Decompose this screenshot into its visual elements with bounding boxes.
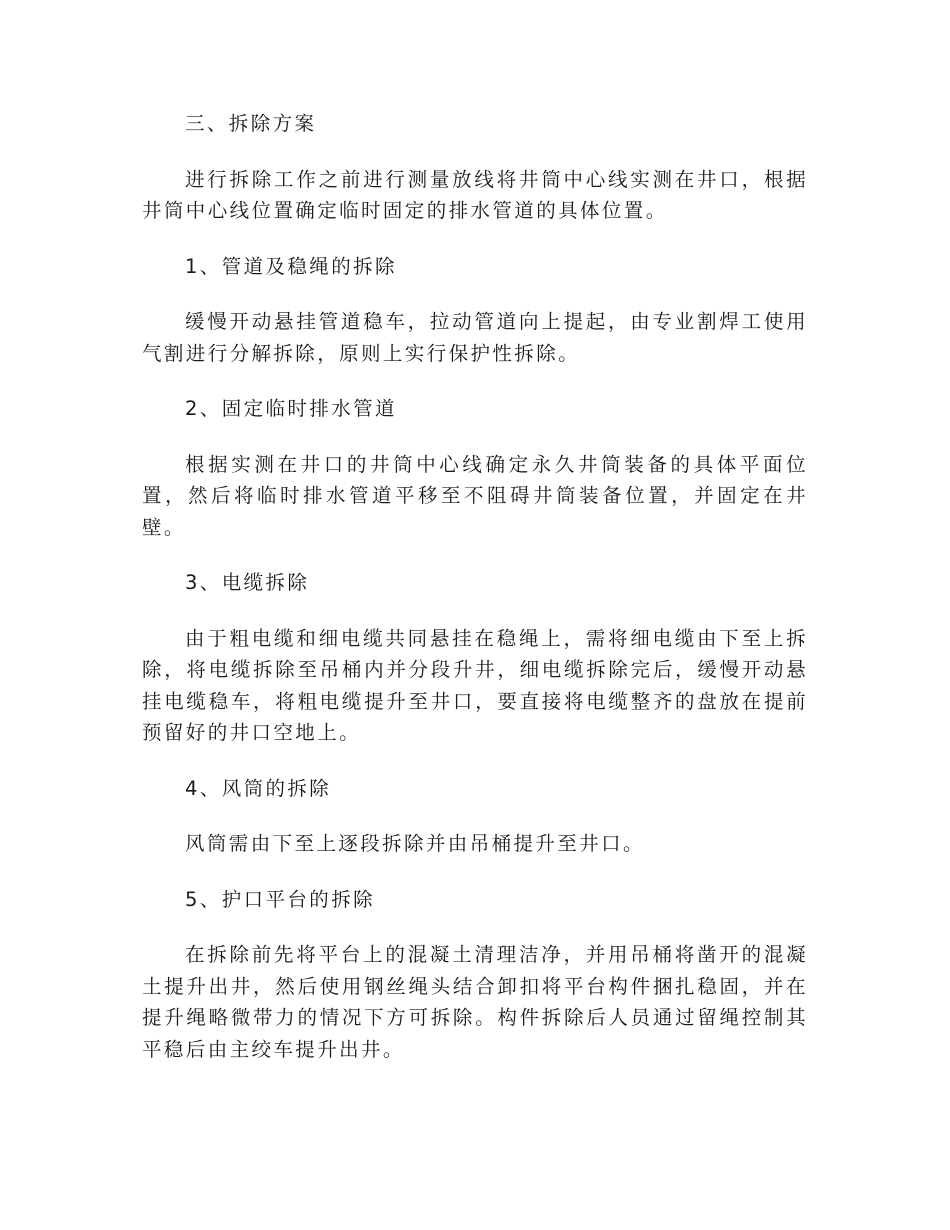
body-paragraph: 根据实测在井口的井筒中心线确定永久井筒装备的具体平面位置，然后将临时排水管道平移至不阻碍井筒装备位置，并固定在井壁。 [142, 452, 808, 539]
body-paragraph: 风筒需由下至上逐段拆除并由吊桶提升至井口。 [185, 832, 645, 855]
body-paragraph: 由于粗电缆和细电缆共同悬挂在稳绳上，需将细电缆由下至上拆除，将电缆拆除至吊桶内并分段升井，细电缆拆除完后，缓慢开动悬挂电缆稳车，将粗电缆提升至井口，要直接将电缆整齐的盘放在提前预留好的井口空地上。 [142, 626, 808, 744]
body-paragraph: 在拆除前先将平台上的混凝土清理洁净，并用吊桶将凿开的混凝土提升出井，然后使用钢丝绳头结合卸扣将平台构件捆扎稳固，并在提升绳略微带力的情况下方可拆除。构件拆除后人员通过留绳控制其平稳后由主绞车提升出井。 [142, 943, 808, 1061]
section-heading: 三、拆除方案 [185, 112, 317, 135]
subsection-heading: 5、护口平台的拆除 [185, 887, 376, 911]
subsection-heading: 3、电缆拆除 [185, 571, 310, 594]
subsection-heading: 4、风筒的拆除 [185, 776, 332, 800]
subsection-heading: 2、固定临时排水管道 [185, 397, 397, 420]
document-body [142, 108, 808, 1089]
subsection-heading: 1、管道及稳绳的拆除 [185, 254, 397, 278]
body-paragraph: 进行拆除工作之前进行测量放线将井筒中心线实测在井口，根据井筒中心线位置确定临时固定的排水管道的具体位置。 [142, 167, 808, 222]
body-paragraph: 缓慢开动悬挂管道稳车，拉动管道向上提起，由专业割焊工使用气割进行分解拆除，原则上实行保护性拆除。 [142, 310, 808, 365]
